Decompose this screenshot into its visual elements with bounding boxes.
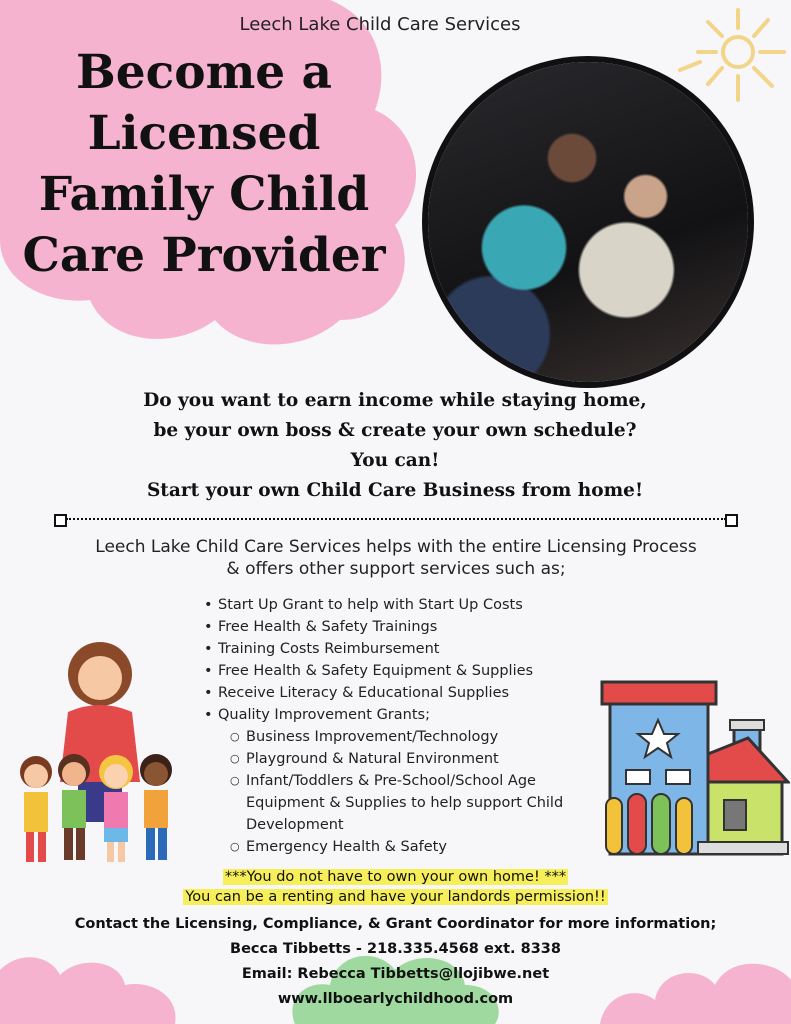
contact-name-phone: Becca Tibbetts - 218.335.4568 ext. 8338 (230, 941, 561, 957)
children-photo (428, 62, 748, 382)
intro-text (20, 536, 772, 580)
notice-line: You can be a renting and have your landords permission!! (185, 889, 606, 905)
contact-block (0, 912, 791, 987)
contact-line: Contact the Licensing, Compliance, & Grant Coordinator for more information; (74, 916, 717, 932)
list-item: • Receive Literacy & Educational Supplies (204, 685, 510, 701)
list-item: • Free Health & Safety Equipment & Supplies (204, 663, 534, 679)
grant-item: ○ Emergency Health & Safety (230, 839, 447, 855)
school-building-icon (598, 678, 790, 858)
contact-email: Email: Rebecca Tibbetts@llojibwe.net (241, 966, 550, 982)
question-line: be your own boss & create your own schedule? (153, 420, 637, 441)
title-line: Family Child (38, 167, 370, 222)
intro-line: Leech Lake Child Care Services helps with the entire Licensing Process (95, 537, 697, 557)
question-line: You can! (350, 450, 440, 471)
grant-item: ○ Playground & Natural Environment (230, 751, 499, 767)
questions-block (80, 386, 710, 506)
intro-line: & offers other support services such as; (226, 559, 566, 579)
grant-item: ○ Business Improvement/Technology (230, 729, 499, 745)
title-line: Care Provider (22, 228, 386, 283)
page-title (14, 42, 394, 286)
grant-item: ○ Infant/Toddlers & Pre-School/School Age Equipment & Supplies to help support Child Development (230, 773, 564, 833)
website-link[interactable]: www.llboearlychildhood.com (277, 991, 514, 1007)
list-item: • Start Up Grant to help with Start Up Costs (204, 597, 523, 613)
kids-illustration-icon (8, 632, 188, 872)
question-line: Start your own Child Care Business from home! (146, 480, 644, 501)
title-line: Licensed (87, 106, 321, 161)
list-item: • Free Health & Safety Trainings (204, 619, 438, 635)
notice-block (0, 867, 791, 907)
divider-line (66, 518, 726, 520)
title-line: Become a (75, 45, 333, 100)
divider-end-right (725, 514, 738, 527)
organization-name: Leech Lake Child Care Services (239, 14, 521, 35)
dotted-divider (54, 513, 738, 525)
services-list (204, 594, 624, 858)
list-item: • Quality Improvement Grants; (204, 707, 430, 723)
list-item: • Training Costs Reimbursement (204, 641, 440, 657)
divider-end-left (54, 514, 67, 527)
notice-line: ***You do not have to own your own home! *** (224, 869, 567, 885)
question-line: Do you want to earn income while staying home, (143, 390, 647, 411)
